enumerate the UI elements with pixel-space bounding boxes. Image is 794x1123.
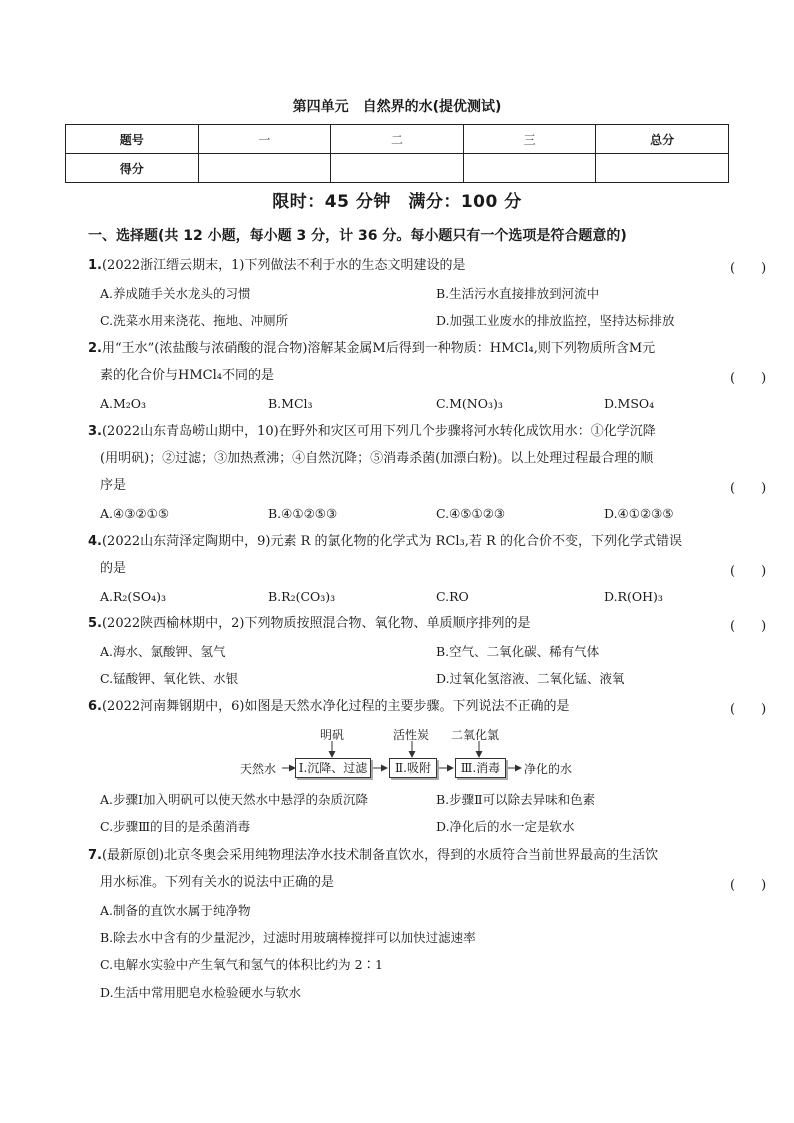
score-header-total: 总分 [596, 125, 729, 154]
option-b: B.步骤Ⅱ可以除去异味和色素 [436, 792, 596, 807]
score-cell-part2[interactable] [331, 154, 464, 183]
option-c: C.步骤Ⅲ的目的是杀菌消毒 [100, 819, 251, 834]
answer-blank[interactable]: ( ) [730, 261, 767, 276]
option-b: B.空气、二氧化碳、稀有气体 [436, 644, 600, 659]
diagram-input: 天然水 [240, 762, 277, 776]
option-b: B.MCl₃ [268, 396, 313, 411]
score-cell-total[interactable] [596, 154, 729, 183]
question-number: 3. [88, 424, 102, 439]
answer-blank[interactable]: ( ) [730, 878, 767, 893]
option-c: C.④⑤①②③ [436, 506, 506, 521]
diagram-step-2: Ⅱ.吸附 [389, 758, 437, 778]
option-c: C.电解水实验中产生氧气和氢气的体积比约为 2∶1 [100, 957, 383, 972]
option-a: A.步骤Ⅰ加入明矾可以使天然水中悬浮的杂质沉降 [100, 792, 368, 807]
option-a: A.④③②①⑤ [100, 506, 170, 521]
score-cell-part1[interactable] [198, 154, 331, 183]
question-4-line-2: 的是 [100, 561, 127, 576]
time-limit: 限时：45 分钟 满分：100 分 [272, 192, 522, 212]
score-header-part1: 一 [198, 125, 331, 154]
option-a: A.R₂(SO₄)₃ [100, 589, 167, 604]
answer-blank[interactable]: ( ) [730, 371, 767, 386]
answer-blank[interactable]: ( ) [730, 619, 767, 634]
option-a: A.制备的直饮水属于纯净物 [100, 903, 251, 918]
diagram-output: 净化的水 [524, 762, 573, 776]
section-heading: 一、选择题(共 12 小题，每小题 3 分，计 36 分。每小题只有一个选项是符合题意的) [88, 228, 627, 244]
question-number: 4. [88, 534, 102, 549]
question-6-line-1 [88, 698, 569, 716]
question-text: (2022浙江缙云期末，1)下列做法不利于水的生态文明建设的是 [101, 258, 466, 273]
option-d: D.④①②③⑤ [604, 506, 674, 521]
option-b: B.除去水中含有的少量泥沙，过滤时用玻璃棒搅拌可以加快过滤速率 [100, 930, 476, 945]
score-table [65, 124, 729, 183]
score-table-header-row [66, 125, 729, 154]
option-c: C.M(NO₃)₃ [436, 396, 503, 411]
document-title: 第四单元 自然界的水(提优测试) [292, 99, 502, 115]
diagram-additive-1: 明矾 [320, 728, 345, 742]
question-2-line-1 [88, 340, 655, 358]
diagram-step-3: Ⅲ.消毒 [455, 758, 506, 778]
score-header-label: 题号 [66, 125, 199, 154]
answer-blank[interactable]: ( ) [730, 702, 767, 717]
question-number: 2. [88, 341, 102, 356]
score-table-score-row [66, 154, 729, 183]
option-b: B.生活污水直接排放到河流中 [436, 286, 600, 301]
question-2-line-2: 素的化合价与HMCl₄不同的是 [100, 368, 274, 383]
option-d: D.生活中常用肥皂水检验硬水与软水 [100, 985, 302, 1000]
option-d: D.过氧化氢溶液、二氧化锰、液氧 [436, 671, 625, 686]
score-header-part3: 三 [463, 125, 596, 154]
question-text: (2022陕西榆林期中，2)下列物质按照混合物、氧化物、单质顺序排列的是 [101, 616, 531, 631]
question-4-line-1 [88, 533, 682, 551]
question-text: (2022山东青岛崂山期中，10)在野外和灾区可用下列几个步骤将河水转化成饮用水：①化学沉降 [101, 424, 656, 439]
diagram-additive-3: 二氧化氯 [451, 728, 500, 742]
answer-blank[interactable]: ( ) [730, 481, 767, 496]
option-c: C.锰酸钾、氧化铁、水银 [100, 671, 239, 686]
score-cell-part3[interactable] [463, 154, 596, 183]
question-number: 5. [88, 616, 102, 631]
score-header-part2: 二 [331, 125, 464, 154]
question-3-line-2: (用明矾)；②过滤；③加热煮沸；④自然沉降；⑤消毒杀菌(加漂白粉)。以上处理过程最合理的顺 [100, 451, 654, 466]
question-7-line-2: 用水标准。下列有关水的说法中正确的是 [100, 875, 335, 890]
question-number: 6. [88, 699, 102, 714]
question-3-line-3: 序是 [100, 478, 127, 493]
question-1-line-1 [88, 257, 465, 275]
question-text: (2022河南舞钢期中，6)如图是天然水净化过程的主要步骤。下列说法不正确的是 [101, 699, 570, 714]
question-text: (最新原创)北京冬奥会采用纯物理法净水技术制备直饮水，得到的水质符合当前世界最高的生活饮 [101, 848, 659, 863]
option-c: C.洗菜水用来浇花、拖地、冲厕所 [100, 313, 289, 328]
option-b: B.④①②⑤③ [268, 506, 338, 521]
diagram-step-1: Ⅰ.沉降、过滤 [295, 758, 371, 778]
option-a: A.海水、氯酸钾、氢气 [100, 644, 226, 659]
option-d: D.净化后的水一定是软水 [436, 819, 575, 834]
option-d: D.加强工业废水的排放监控，坚持达标排放 [436, 313, 675, 328]
question-number: 1. [88, 258, 102, 273]
question-5-line-1 [88, 615, 530, 633]
question-text: (2022山东菏泽定陶期中，9)元素 R 的氯化物的化学式为 RCl₃,若 R 的化合价不变，下列化学式错误 [101, 534, 682, 549]
question-number: 7. [88, 848, 102, 863]
option-c: C.RO [436, 589, 469, 604]
option-d: D.MSO₄ [604, 396, 655, 411]
option-a: A.M₂O₃ [100, 396, 147, 411]
score-row-label: 得分 [66, 154, 199, 183]
option-d: D.R(OH)₃ [604, 589, 663, 604]
question-3-line-1 [88, 423, 656, 441]
purification-diagram [240, 728, 580, 780]
option-a: A.养成随手关水龙头的习惯 [100, 286, 251, 301]
question-text: 用“王水”(浓盐酸与浓硝酸的混合物)溶解某金属M后得到一种物质：HMCl₄,则下列物质所含M元 [101, 341, 656, 356]
diagram-additive-2: 活性炭 [393, 728, 430, 742]
answer-blank[interactable]: ( ) [730, 564, 767, 579]
question-7-line-1 [88, 847, 658, 865]
option-b: B.R₂(CO₃)₃ [268, 589, 336, 604]
